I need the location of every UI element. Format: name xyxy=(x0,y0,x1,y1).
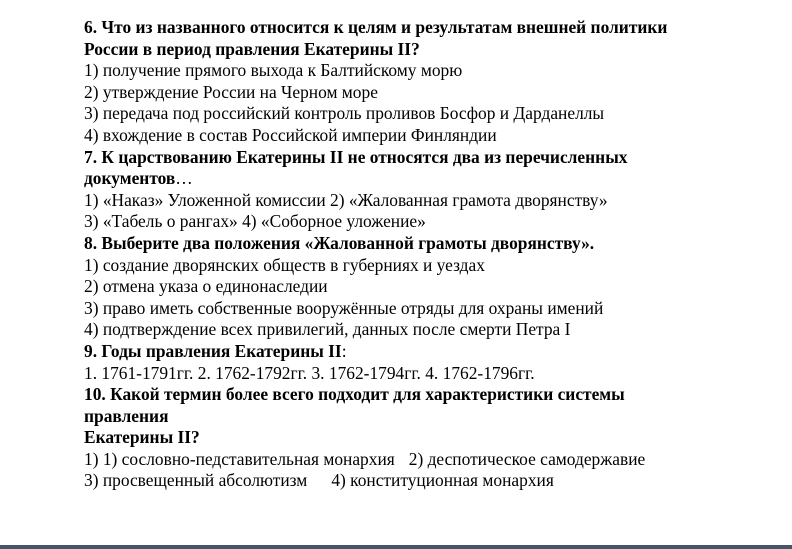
q6-option-2: 2) утверждение России на Черном море xyxy=(84,81,378,102)
q8-title: 8. Выберите два положения «Жалованной грамоты дворянству». xyxy=(84,232,595,253)
q10-options-3-4 xyxy=(84,470,784,492)
q9-title xyxy=(84,341,784,363)
q7-title-bold-part: документов xyxy=(84,168,176,189)
q10-title-line-1: 10. Какой термин более всего подходит для характеристики системы xyxy=(84,384,625,405)
q10-options-1-2 xyxy=(84,449,784,471)
q6-title-line-2: России в период правления Екатерины II? xyxy=(84,38,420,59)
q9-title-colon: : xyxy=(341,340,347,361)
q6-option-4: 4) вхождение в состав Российской империи Финляндии xyxy=(84,124,497,145)
q7-options-3-4: 3) «Табель о рангах» 4) «Соборное уложение» xyxy=(84,211,426,232)
bottom-divider xyxy=(0,545,792,549)
q9-options: 1. 1761-1791гг. 2. 1762-1792гг. 3. 1762-1794гг. 4. 1762-1796гг. xyxy=(84,362,535,383)
q10-option-4: 4) конституционная монархия xyxy=(331,470,554,491)
q8-option-3: 3) право иметь собственные вооружённые отряды для охраны имений xyxy=(84,297,604,318)
q7-title-line-2 xyxy=(84,168,784,190)
q10-title-line-2: правления xyxy=(84,405,169,426)
q10-option-2: 2) деспотическое самодержавие xyxy=(408,448,646,469)
q6-title-line-1: 6. Что из названного относится к целям и результатам внешней политики xyxy=(84,17,668,37)
q7-options-1-2: 1) «Наказ» Уложенной комиссии 2) «Жалованная грамота дворянству» xyxy=(84,189,608,210)
q8-option-1: 1) создание дворянских обществ в губерниях и уездах xyxy=(84,254,485,275)
q10-option-3: 3) просвещенный абсолютизм xyxy=(84,470,308,491)
q10-option-1: 1) 1) сословно-педставительная монархия xyxy=(84,448,395,469)
q6-option-3: 3) передача под российский контроль проливов Босфор и Дарданеллы xyxy=(84,103,605,124)
q10-title-line-3: Екатерины II? xyxy=(84,427,200,448)
q9-title-bold-part: 9. Годы правления Екатерины II xyxy=(84,340,342,361)
q6-option-1: 1) получение прямого выхода к Балтийскому морю xyxy=(84,60,463,81)
q8-option-4: 4) подтверждение всех привилегий, данных после смерти Петра I xyxy=(84,319,571,340)
q8-option-2: 2) отмена указа о единонаследии xyxy=(84,276,328,297)
q7-title-ellipsis: … xyxy=(175,168,193,189)
quiz-document xyxy=(84,17,784,492)
q7-title-line-1: 7. К царствованию Екатерины II не относятся два из перечисленных xyxy=(84,146,628,167)
